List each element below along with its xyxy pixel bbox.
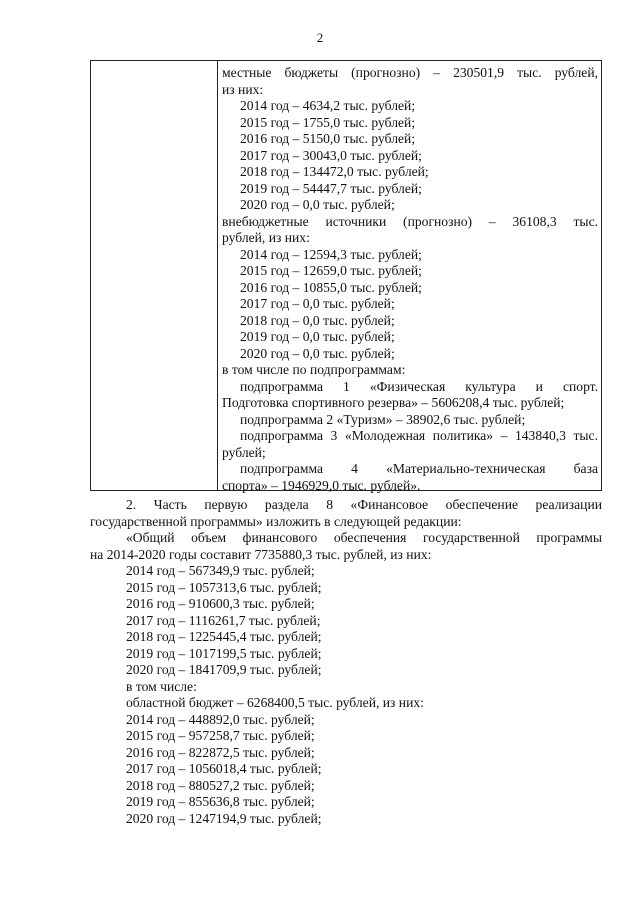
offbudget-year-line: 2018 год – 0,0 тыс. рублей; xyxy=(240,312,395,328)
regional-year-line: 2019 год – 855636,8 тыс. рублей; xyxy=(126,794,315,809)
document-body xyxy=(90,497,602,827)
table-column-divider xyxy=(217,61,218,490)
subprogram-1-line: подпрограмма 1 «Физическая культура и спорт. xyxy=(240,378,598,394)
subprograms-header: в том числе по подпрограммам: xyxy=(222,362,406,377)
subprogram-3-line-cont: рублей; xyxy=(222,444,266,460)
offbudget-year-line: 2019 год – 0,0 тыс. рублей; xyxy=(240,329,395,344)
total-year-line: 2015 год – 1057313,6 тыс. рублей; xyxy=(126,579,322,595)
regional-year-line: 2017 год – 1056018,4 тыс. рублей; xyxy=(126,761,322,776)
subprogram-3-line: подпрограмма 3 «Молодежная политика» – 143840,3 тыс. xyxy=(240,428,598,443)
paragraph-2-line: 2. Часть первую раздела 8 «Финансовое обеспечение реализации xyxy=(126,497,602,512)
offbudget-header-cont: рублей, из них: xyxy=(222,230,310,245)
offbudget-year-line: 2014 год – 12594,3 тыс. рублей; xyxy=(240,246,422,262)
funding-table xyxy=(90,60,602,491)
paragraph-2-line-cont: государственной программы» изложить в следующей редакции: xyxy=(90,513,462,529)
local-year-line: 2014 год – 4634,2 тыс. рублей; xyxy=(240,98,416,113)
funding-table-cell xyxy=(222,65,598,494)
local-year-line: 2020 год – 0,0 тыс. рублей; xyxy=(240,197,395,212)
local-year-line: 2016 год – 5150,0 тыс. рублей; xyxy=(240,131,416,146)
local-year-line: 2018 год – 134472,0 тыс. рублей; xyxy=(240,164,429,179)
subprogram-2-line: подпрограмма 2 «Туризм» – 38902,6 тыс. рублей; xyxy=(240,411,526,427)
regional-budget-header: областной бюджет – 6268400,5 тыс. рублей, из них: xyxy=(126,695,424,710)
offbudget-year-line: 2016 год – 10855,0 тыс. рублей; xyxy=(240,279,422,295)
page-number: 2 xyxy=(316,30,324,45)
offbudget-year-line: 2017 год – 0,0 тыс. рублей; xyxy=(240,296,395,311)
subprogram-4-line-cont: спорта» – 1946929,0 тыс. рублей». xyxy=(222,477,421,493)
local-year-line: 2017 год – 30043,0 тыс. рублей; xyxy=(240,147,422,163)
total-year-line: 2019 год – 1017199,5 тыс. рублей; xyxy=(126,645,322,661)
local-year-line: 2015 год – 1755,0 тыс. рублей; xyxy=(240,114,416,130)
regional-year-line: 2015 год – 957258,7 тыс. рублей; xyxy=(126,728,315,743)
total-year-line: 2014 год – 567349,9 тыс. рублей; xyxy=(126,563,315,578)
total-year-line: 2020 год – 1841709,9 тыс. рублей; xyxy=(126,662,322,677)
offbudget-year-line: 2015 год – 12659,0 тыс. рублей; xyxy=(240,263,422,278)
local-budget-header: местные бюджеты (прогнозно) – 230501,9 тыс. рублей, xyxy=(222,65,598,80)
paragraph-3-line: «Общий объем финансового обеспечения государственной программы xyxy=(126,530,602,545)
local-budget-header-cont: из них: xyxy=(222,81,264,97)
local-year-line: 2019 год – 54447,7 тыс. рублей; xyxy=(240,180,422,196)
total-year-line: 2018 год – 1225445,4 тыс. рублей; xyxy=(126,629,322,644)
subprogram-1-line-cont: Подготовка спортивного резерва» – 5606208,4 тыс. рублей; xyxy=(222,395,565,410)
subprogram-4-line: подпрограмма 4 «Материально-техническая база xyxy=(240,461,598,476)
paragraph-3-line-cont: на 2014-2020 годы составит 7735880,3 тыс. рублей, из них: xyxy=(90,546,432,562)
offbudget-year-line: 2020 год – 0,0 тыс. рублей; xyxy=(240,345,395,361)
total-year-line: 2016 год – 910600,3 тыс. рублей; xyxy=(126,596,315,611)
regional-year-line: 2018 год – 880527,2 тыс. рублей; xyxy=(126,777,315,793)
total-year-line: 2017 год – 1116261,7 тыс. рублей; xyxy=(126,612,321,628)
regional-year-line: 2020 год – 1247194,9 тыс. рублей; xyxy=(126,810,322,826)
regional-year-line: 2014 год – 448892,0 тыс. рублей; xyxy=(126,711,315,727)
regional-year-line: 2016 год – 822872,5 тыс. рублей; xyxy=(126,744,315,760)
offbudget-header: внебюджетные источники (прогнозно) – 36108,3 тыс. xyxy=(222,213,598,229)
including-label: в том числе: xyxy=(126,678,197,694)
